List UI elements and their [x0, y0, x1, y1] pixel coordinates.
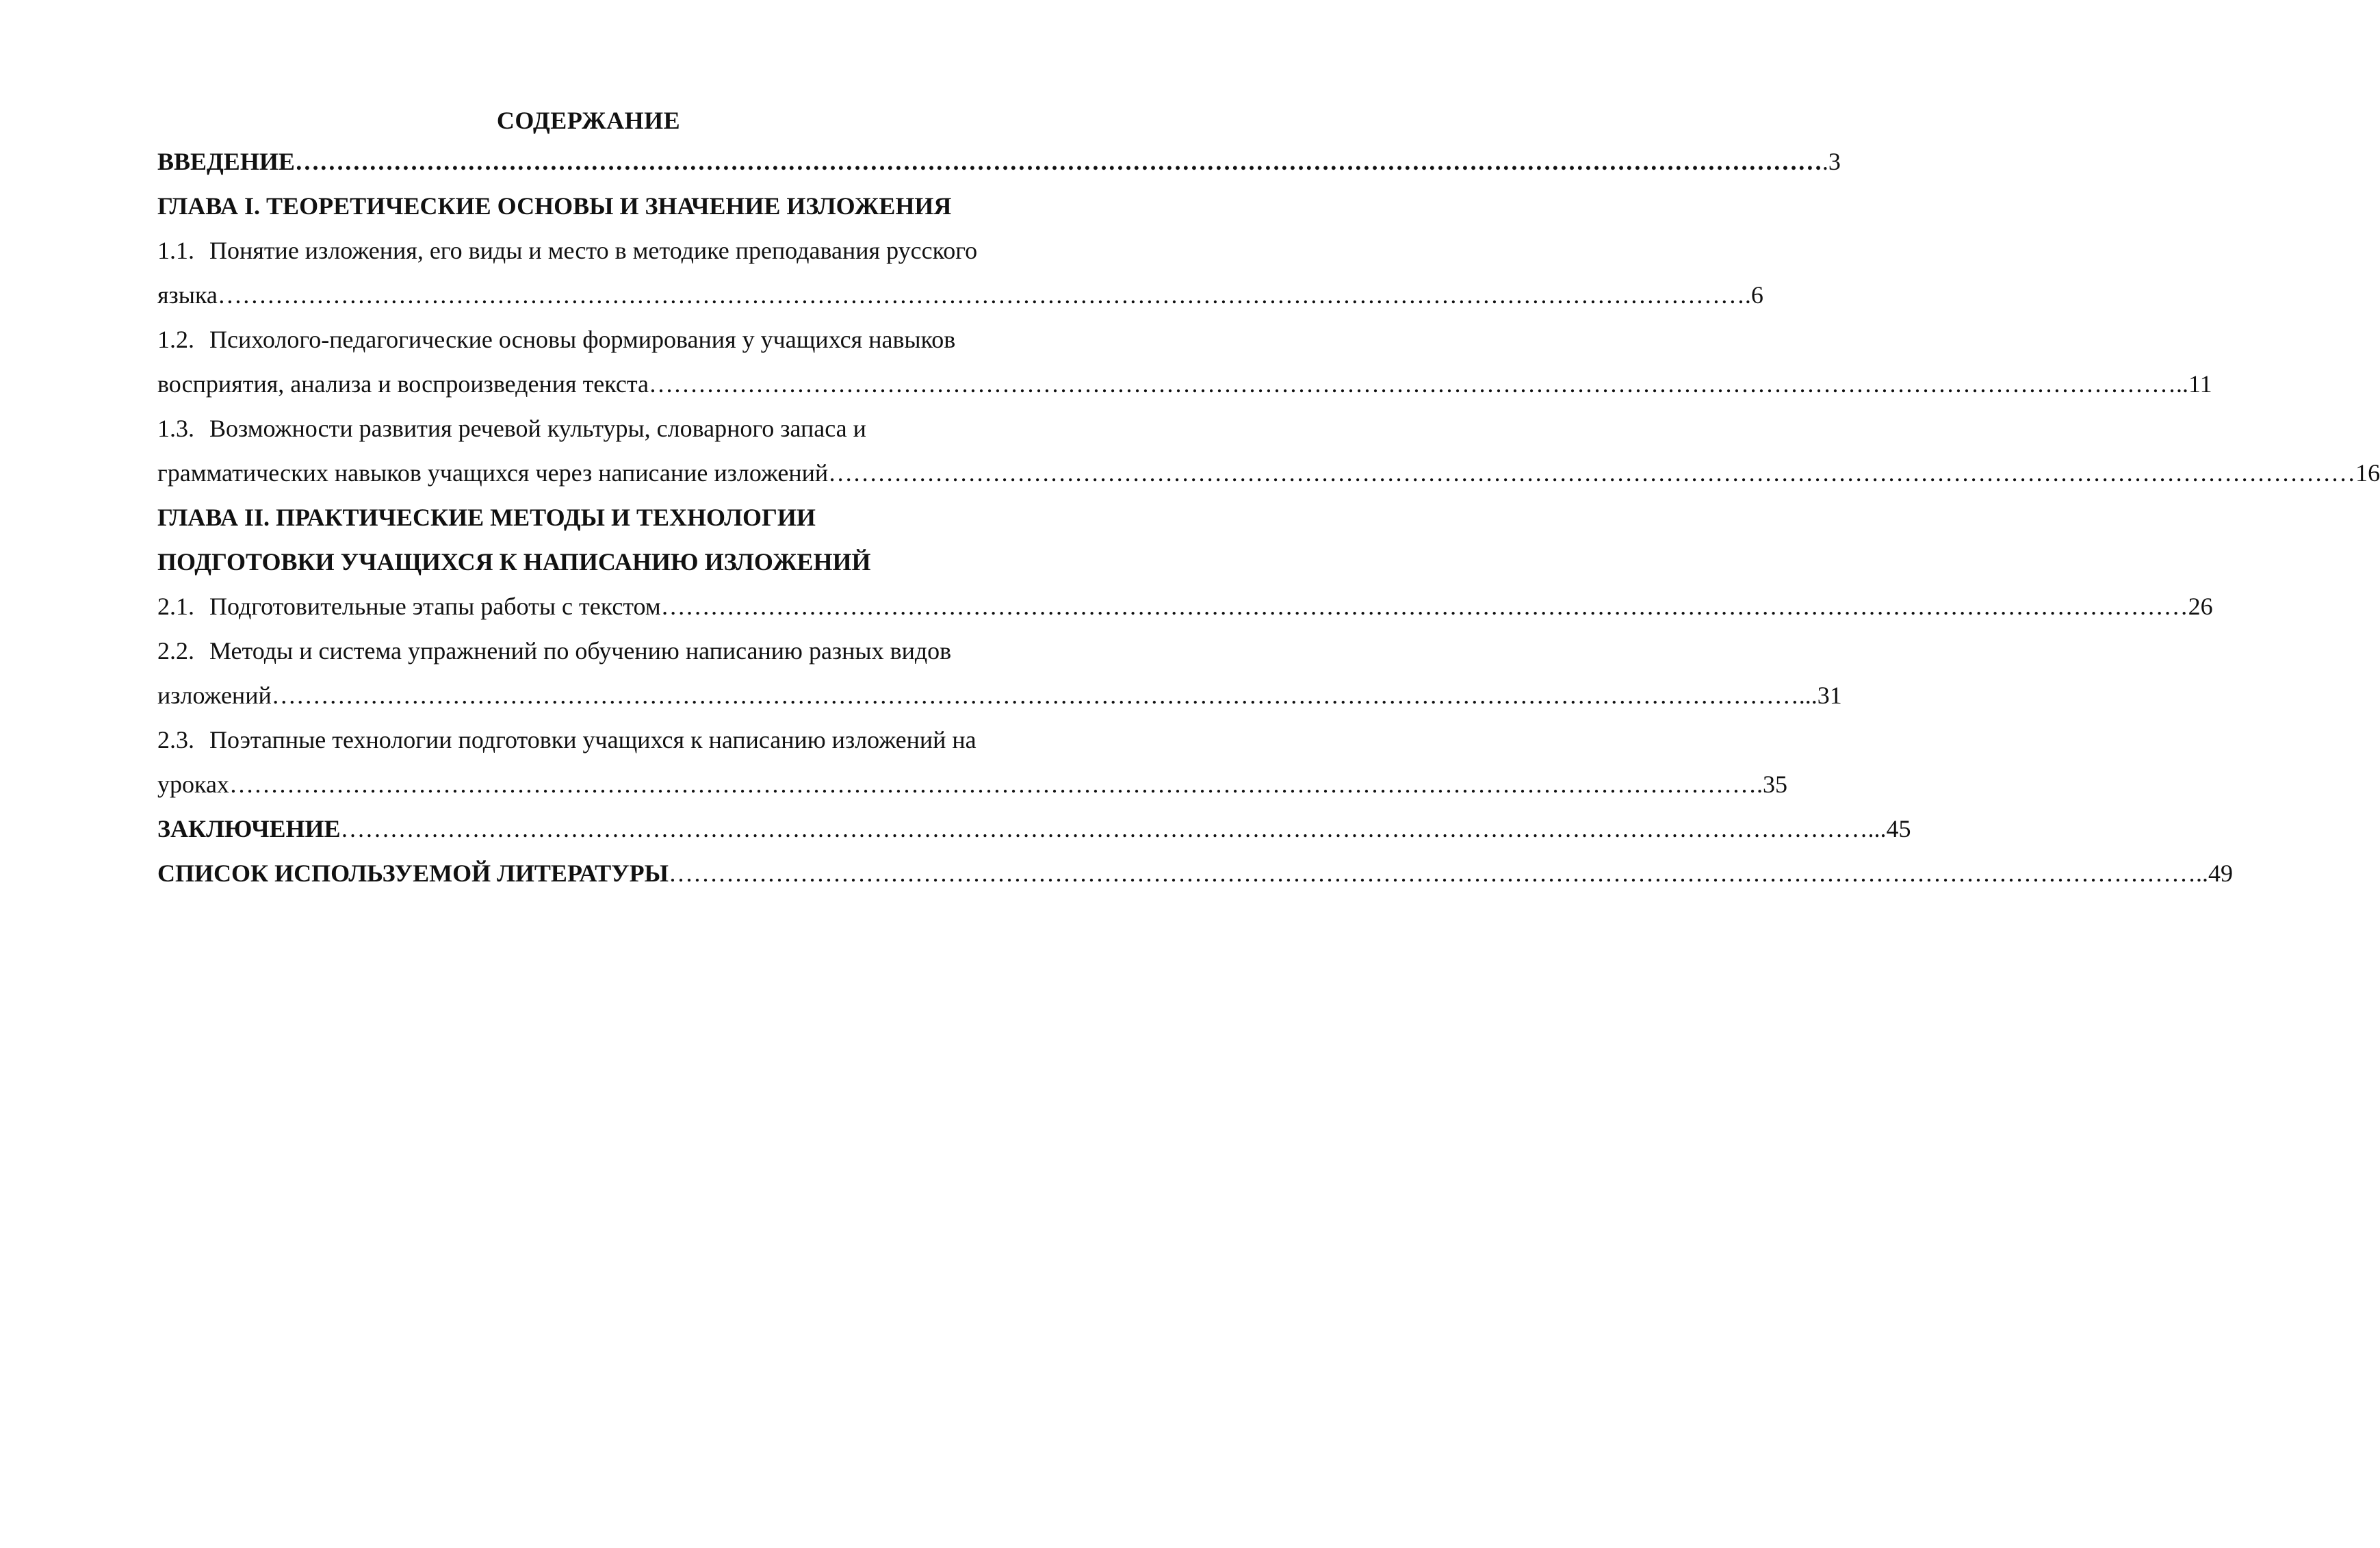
- toc-entry-conclusion: [157, 807, 1911, 851]
- toc-chapter-1-heading: [157, 184, 1020, 229]
- toc-page-number: ..11: [2176, 370, 2212, 398]
- toc-entry-text: Подготовительные этапы работы с текстом: [209, 593, 661, 620]
- toc-page-number: ...31: [1798, 682, 1842, 709]
- toc-entry-text: языка: [157, 281, 218, 309]
- toc-page-number: ...45: [1867, 815, 1911, 842]
- dot-leader: [295, 140, 1822, 184]
- dot-leader: [661, 584, 2188, 629]
- toc-page-number: ..49: [2195, 860, 2233, 887]
- dot-leader: [649, 362, 2176, 407]
- toc-entry-references: [157, 851, 2233, 896]
- section-number: 1.1.: [157, 237, 194, 264]
- toc-section-2-3: [157, 718, 1020, 762]
- toc-section-2-3-continuation: [157, 762, 1787, 807]
- section-number: 2.2.: [157, 637, 194, 665]
- toc-entry-text: изложений: [157, 682, 272, 709]
- toc-entry-text: ГЛАВА I. ТЕОРЕТИЧЕСКИЕ ОСНОВЫ И ЗНАЧЕНИЕ ИЗЛОЖЕНИЯ: [157, 192, 952, 220]
- toc-entry-text: СПИСОК ИСПОЛЬЗУЕМОЙ ЛИТЕРАТУРЫ: [157, 860, 669, 887]
- toc-entry-text: Понятие изложения, его виды и место в методике преподавания русского: [209, 237, 978, 264]
- dot-leader: [669, 851, 2196, 896]
- dot-leader: [229, 762, 1757, 807]
- toc-section-1-1-continuation: [157, 273, 1763, 318]
- toc-section-2-2-continuation: [157, 673, 1842, 718]
- toc-page-number: .3: [1822, 148, 1841, 175]
- section-number: 1.2.: [157, 326, 194, 353]
- toc-section-1-1: [157, 229, 1020, 273]
- toc-entry-text: Методы и система упражнений по обучению написанию разных видов: [209, 637, 952, 665]
- toc-page-number: .35: [1756, 771, 1787, 798]
- toc-entry-text: ГЛАВА II. ПРАКТИЧЕСКИЕ МЕТОДЫ И ТЕХНОЛОГИИ: [157, 504, 816, 531]
- toc-entry-text: ЗАКЛЮЧЕНИЕ: [157, 815, 341, 842]
- toc-entry-text-wrapper: [157, 584, 661, 629]
- toc-section-1-2-continuation: [157, 362, 2212, 407]
- toc-entry-text: ВВЕДЕНИЕ: [157, 148, 295, 175]
- section-number: 2.3.: [157, 726, 194, 753]
- toc-section-2-2: [157, 629, 1020, 673]
- toc-entry-text: восприятия, анализа и воспроизведения текста: [157, 370, 649, 398]
- toc-page-number: 16: [2355, 459, 2380, 487]
- dot-leader: [272, 673, 1799, 718]
- toc-section-1-3-continuation: [157, 451, 2380, 495]
- page-title: СОДЕРЖАНИЕ: [496, 107, 681, 134]
- toc-entry-text: Возможности развития речевой культуры, словарного запаса и: [209, 415, 866, 442]
- toc-entry-text: Психолого-педагогические основы формирования у учащихся навыков: [209, 326, 956, 353]
- toc-chapter-2-heading-continuation: [157, 540, 1020, 584]
- dot-leader: [341, 807, 1868, 851]
- table-of-contents: [157, 101, 2380, 896]
- section-number: 2.1.: [157, 593, 194, 620]
- toc-page-number: 26: [2188, 593, 2213, 620]
- toc-entry-text: грамматических навыков учащихся через написание изложений: [157, 459, 829, 487]
- dot-leader: [828, 451, 2355, 495]
- toc-entry-introduction: [157, 140, 1841, 184]
- toc-section-2-1: [157, 584, 2213, 629]
- dot-leader: [218, 273, 1745, 318]
- toc-entry-text: уроках: [157, 771, 229, 798]
- toc-entry-text: ПОДГОТОВКИ УЧАЩИХСЯ К НАПИСАНИЮ ИЗЛОЖЕНИЙ: [157, 548, 871, 576]
- toc-chapter-2-heading: [157, 495, 1020, 540]
- toc-entry-text: Поэтапные технологии подготовки учащихся к написанию изложений на: [209, 726, 976, 753]
- toc-page-number: .6: [1744, 281, 1763, 309]
- toc-section-1-3: [157, 407, 1020, 451]
- toc-section-1-2: [157, 318, 1020, 362]
- section-number: 1.3.: [157, 415, 194, 442]
